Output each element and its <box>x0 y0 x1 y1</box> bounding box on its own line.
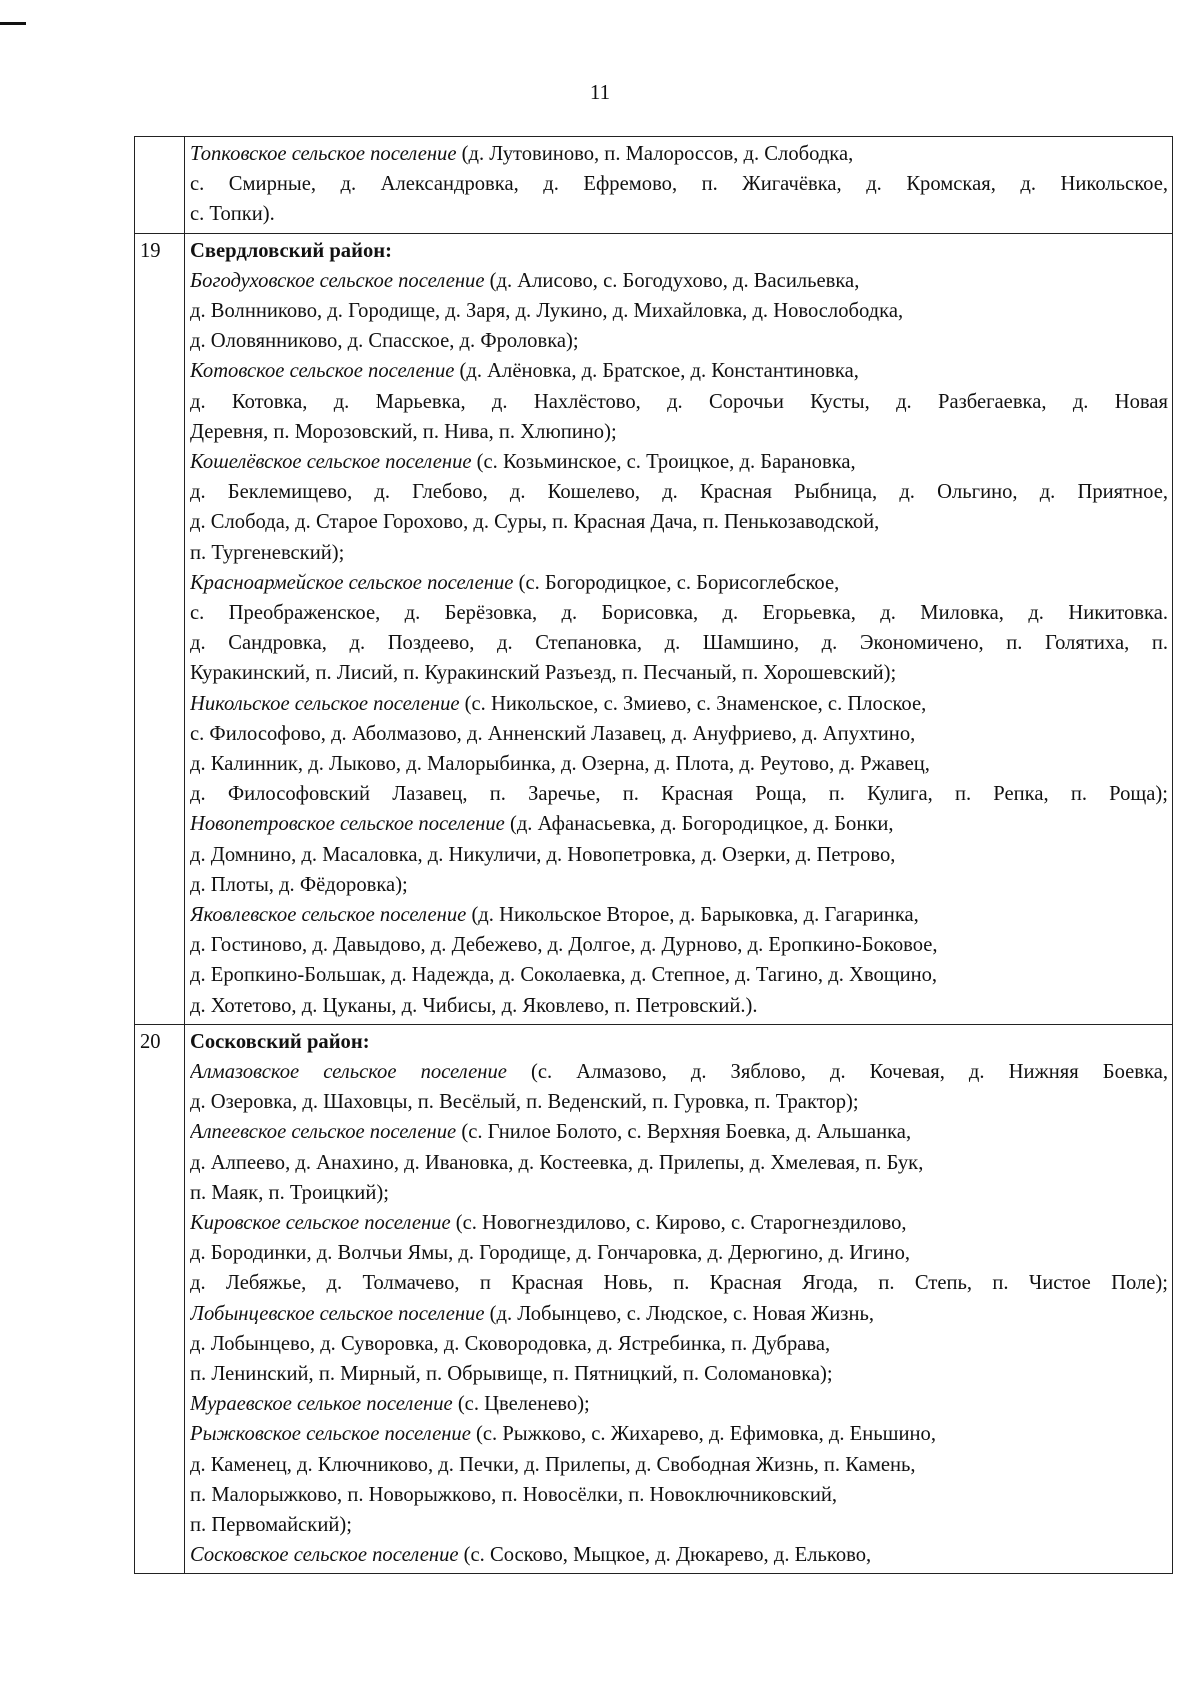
settlement-line <box>190 1178 1168 1208</box>
settlement-line <box>190 960 1168 990</box>
localities-text: д. Плоты, д. Фёдоровка); <box>190 873 408 896</box>
settlement-line <box>190 139 1168 169</box>
settlement-line <box>190 870 1168 900</box>
localities-text: д. Сандровка, д. Поздеево, д. Степановка, д. Шамшино, д. Экономичено, п. Голятиха, п. <box>190 632 1168 655</box>
row-number-cell <box>135 1024 185 1574</box>
row-number: 20 <box>140 1030 161 1053</box>
settlement-lines <box>190 266 1168 1021</box>
localities-text: Куракинский, п. Лисий, п. Куракинский Разъезд, п. Песчаный, п. Хорошевский); <box>190 662 897 685</box>
settlement-line <box>190 1208 1168 1238</box>
localities-text: (с. Сосково, Мыцкое, д. Дюкарево, д. Ельково, <box>458 1544 872 1567</box>
localities-text: (д. Афанасьевка, д. Богородицкое, д. Бонки, <box>504 813 894 836</box>
settlement-line <box>190 1450 1168 1480</box>
settlement-line <box>190 387 1168 417</box>
localities-text: (с. Новогнездилово, с. Кирово, с. Старогнездилово, <box>450 1212 907 1234</box>
settlement-line <box>190 1087 1168 1117</box>
settlement-lines <box>190 139 1168 230</box>
localities-text: д. Бородинки, д. Волчьи Ямы, д. Городище, д. Гончаровка, д. Дерюгино, д. Игино, <box>190 1242 911 1265</box>
table-row <box>135 233 1173 1024</box>
localities-text: д. Беклемищево, д. Глебово, д. Кошелево, д. Красная Рыбница, д. Ольгино, д. Приятное, <box>190 481 1168 504</box>
settlement-line <box>190 779 1168 809</box>
localities-text: д. Каменец, д. Ключниково, д. Печки, д. Прилепы, д. Свободная Жизнь, п. Камень, <box>190 1453 916 1476</box>
table-row <box>135 1024 1173 1574</box>
table-body <box>135 137 1173 1574</box>
localities-text: (с. Рыжково, с. Жихарево, д. Ефимовка, д. Еньшино, <box>470 1423 936 1446</box>
settlement-line <box>190 1057 1168 1087</box>
localities-text: д. Домнино, д. Масаловка, д. Никуличи, д. Новопетровка, д. Озерки, д. Петрово, <box>190 843 896 866</box>
settlement-line <box>190 1238 1168 1268</box>
settlement-name: Рыжковское сельское поселение <box>190 1423 471 1446</box>
settlement-line <box>190 1299 1168 1329</box>
localities-text: с. Смирные, д. Александровка, д. Ефремово, п. Жигачёвка, д. Кромская, д. Никольское, <box>190 173 1168 196</box>
settlement-line <box>190 1510 1168 1540</box>
localities-text: д. Озеровка, д. Шаховцы, п. Весёлый, п. Веденский, п. Гуровка, п. Трактор); <box>190 1091 859 1114</box>
settlement-line <box>190 568 1168 598</box>
settlement-name: Алпеевское сельское поселение <box>190 1121 457 1144</box>
settlement-line <box>190 1148 1168 1178</box>
settlement-name: Кошелёвское сельское поселение <box>190 451 472 473</box>
settlement-line <box>190 447 1168 477</box>
settlement-name: Никольское сельское поселение <box>190 692 460 715</box>
localities-text: д. Лобынцево, д. Суворовка, д. Сковородовка, д. Ястребинка, п. Дубрава, <box>190 1332 831 1355</box>
localities-text: (с. Козьминское, с. Троицкое, д. Барановка, <box>471 451 856 473</box>
settlement-name: Яковлевское сельское поселение <box>190 903 467 926</box>
scan-corner-mark <box>0 22 26 25</box>
page-number: 11 <box>589 80 611 104</box>
settlements-table <box>134 136 1173 1574</box>
settlement-name: Красноармейское сельское поселение <box>190 571 514 594</box>
localities-text: п. Тургеневский); <box>190 541 345 564</box>
localities-text: (с. Цвеленево); <box>452 1393 590 1416</box>
settlement-line <box>190 169 1168 199</box>
settlement-line <box>190 507 1168 537</box>
settlement-line <box>190 749 1168 779</box>
settlement-line <box>190 719 1168 749</box>
localities-text: д. Гостиново, д. Давыдово, д. Дебежево, д. Долгое, д. Дурново, д. Еропкино-Боковое, <box>190 934 938 957</box>
localities-text: Деревня, п. Морозовский, п. Нива, п. Хлюпино); <box>190 420 617 443</box>
settlement-name: Кировское сельское поселение <box>190 1212 451 1234</box>
settlement-line <box>190 930 1168 960</box>
settlement-line <box>190 1480 1168 1510</box>
settlement-name: Котовское сельское поселение <box>190 360 455 383</box>
settlement-line <box>190 1419 1168 1449</box>
settlement-name: Новопетровское сельское поселение <box>190 813 505 836</box>
settlement-lines <box>190 1057 1168 1570</box>
settlement-name: Топковское сельское поселение <box>190 143 457 165</box>
localities-text: (д. Лобынцево, с. Людское, с. Новая Жизнь, <box>484 1302 875 1325</box>
district-heading: Сосковский район: <box>190 1030 370 1053</box>
localities-text: с. Топки). <box>190 203 275 226</box>
row-content-cell <box>185 233 1173 1024</box>
row-content-cell <box>185 1024 1173 1574</box>
localities-text: д. Калинник, д. Лыково, д. Малорыбинка, д. Озерна, д. Плота, д. Реутово, д. Ржавец, <box>190 752 930 775</box>
settlement-name: Мураевское селькое поселение <box>190 1393 453 1416</box>
localities-text: д. Котовка, д. Марьевка, д. Нахлёстово, д. Сорочьи Кусты, д. Разбегаевка, д. Новая <box>190 390 1168 413</box>
settlement-line <box>190 1359 1168 1389</box>
localities-text: с. Философово, д. Аболмазово, д. Анненский Лазавец, д. Ануфриево, д. Апухтино, <box>190 722 916 745</box>
localities-text: (с. Алмазово, д. Зяблово, д. Кочевая, д. Нижняя Боевка, <box>506 1061 1168 1083</box>
localities-text: д. Слобода, д. Старое Горохово, д. Суры, п. Красная Дача, п. Пенькозаводской, <box>190 511 880 534</box>
localities-text: (с. Богородицкое, с. Борисоглебское, <box>513 571 840 594</box>
localities-text: (д. Никольское Второе, д. Барыковка, д. Гагаринка, <box>466 903 919 926</box>
settlement-line <box>190 598 1168 628</box>
row-content-cell <box>185 137 1173 234</box>
settlement-line <box>190 296 1168 326</box>
localities-text: д. Лебяжье, д. Толмачево, п Красная Новь, п. Красная Ягода, п. Степь, п. Чистое Поле); <box>190 1272 1168 1295</box>
localities-text: п. Малорыжково, п. Новорыжково, п. Новосёлки, п. Новоключниковский, <box>190 1483 838 1506</box>
localities-text: с. Преображенское, д. Берёзовка, д. Борисовка, д. Егорьевка, д. Миловка, д. Никитовка. <box>190 602 1168 624</box>
settlement-line <box>190 199 1168 229</box>
localities-text: (с. Гнилое Болото, с. Верхняя Боевка, д. Альшанка, <box>456 1121 912 1144</box>
row-number-cell <box>135 233 185 1024</box>
row-number: 19 <box>140 239 161 262</box>
settlement-line <box>190 477 1168 507</box>
localities-text: д. Волнниково, д. Городище, д. Заря, д. Лукино, д. Михайловка, д. Новослободка, <box>190 300 904 322</box>
settlement-name: Лобынцевское сельское поселение <box>190 1302 485 1325</box>
localities-text: д. Алпеево, д. Анахино, д. Ивановка, д. Костеевка, д. Прилепы, д. Хмелевая, п. Бук, <box>190 1151 924 1174</box>
settlement-line <box>190 809 1168 839</box>
settlement-line <box>190 991 1168 1021</box>
table-row <box>135 137 1173 234</box>
settlement-line <box>190 266 1168 296</box>
settlement-line <box>190 1389 1168 1419</box>
settlement-line <box>190 658 1168 688</box>
settlement-line <box>190 326 1168 356</box>
localities-text: п. Маяк, п. Троицкий); <box>190 1181 389 1204</box>
localities-text: (с. Никольское, с. Змиево, с. Знаменское, с. Плоское, <box>459 692 927 715</box>
localities-text: (д. Алёновка, д. Братское, д. Константиновка, <box>454 360 859 383</box>
settlement-line <box>190 1268 1168 1298</box>
settlement-line <box>190 356 1168 386</box>
settlement-line <box>190 1329 1168 1359</box>
localities-text: д. Еропкино-Большак, д. Надежда, д. Соколаевка, д. Степное, д. Тагино, д. Хвощино, <box>190 964 938 987</box>
settlement-line <box>190 689 1168 719</box>
settlement-name: Сосковское сельское поселение <box>190 1544 459 1567</box>
settlement-line <box>190 1540 1168 1570</box>
settlement-line <box>190 628 1168 658</box>
district-heading: Свердловский район: <box>190 239 392 262</box>
localities-text: д. Философовский Лазавец, п. Заречье, п. Красная Роща, п. Кулига, п. Репка, п. Роща); <box>190 783 1168 806</box>
localities-text: п. Первомайский); <box>190 1514 352 1537</box>
localities-text: п. Ленинский, п. Мирный, п. Обрывище, п. Пятницкий, п. Соломановка); <box>190 1363 833 1385</box>
localities-text: д. Оловянниково, д. Спасское, д. Фроловка); <box>190 330 579 353</box>
row-number-cell <box>135 137 185 234</box>
settlement-name: Богодуховское сельское поселение <box>190 269 485 292</box>
settlement-line <box>190 1117 1168 1147</box>
settlement-line <box>190 900 1168 930</box>
localities-text: (д. Алисово, с. Богодухово, д. Васильевка, <box>484 269 860 292</box>
localities-text: (д. Лутовиново, п. Малороссов, д. Слободка, <box>456 143 854 165</box>
localities-text: д. Хотетово, д. Цуканы, д. Чибисы, д. Яковлево, п. Петровский.). <box>190 994 758 1017</box>
settlement-line <box>190 538 1168 568</box>
settlement-name: Алмазовское сельское поселение <box>190 1061 507 1083</box>
settlement-line <box>190 417 1168 447</box>
settlement-line <box>190 840 1168 870</box>
